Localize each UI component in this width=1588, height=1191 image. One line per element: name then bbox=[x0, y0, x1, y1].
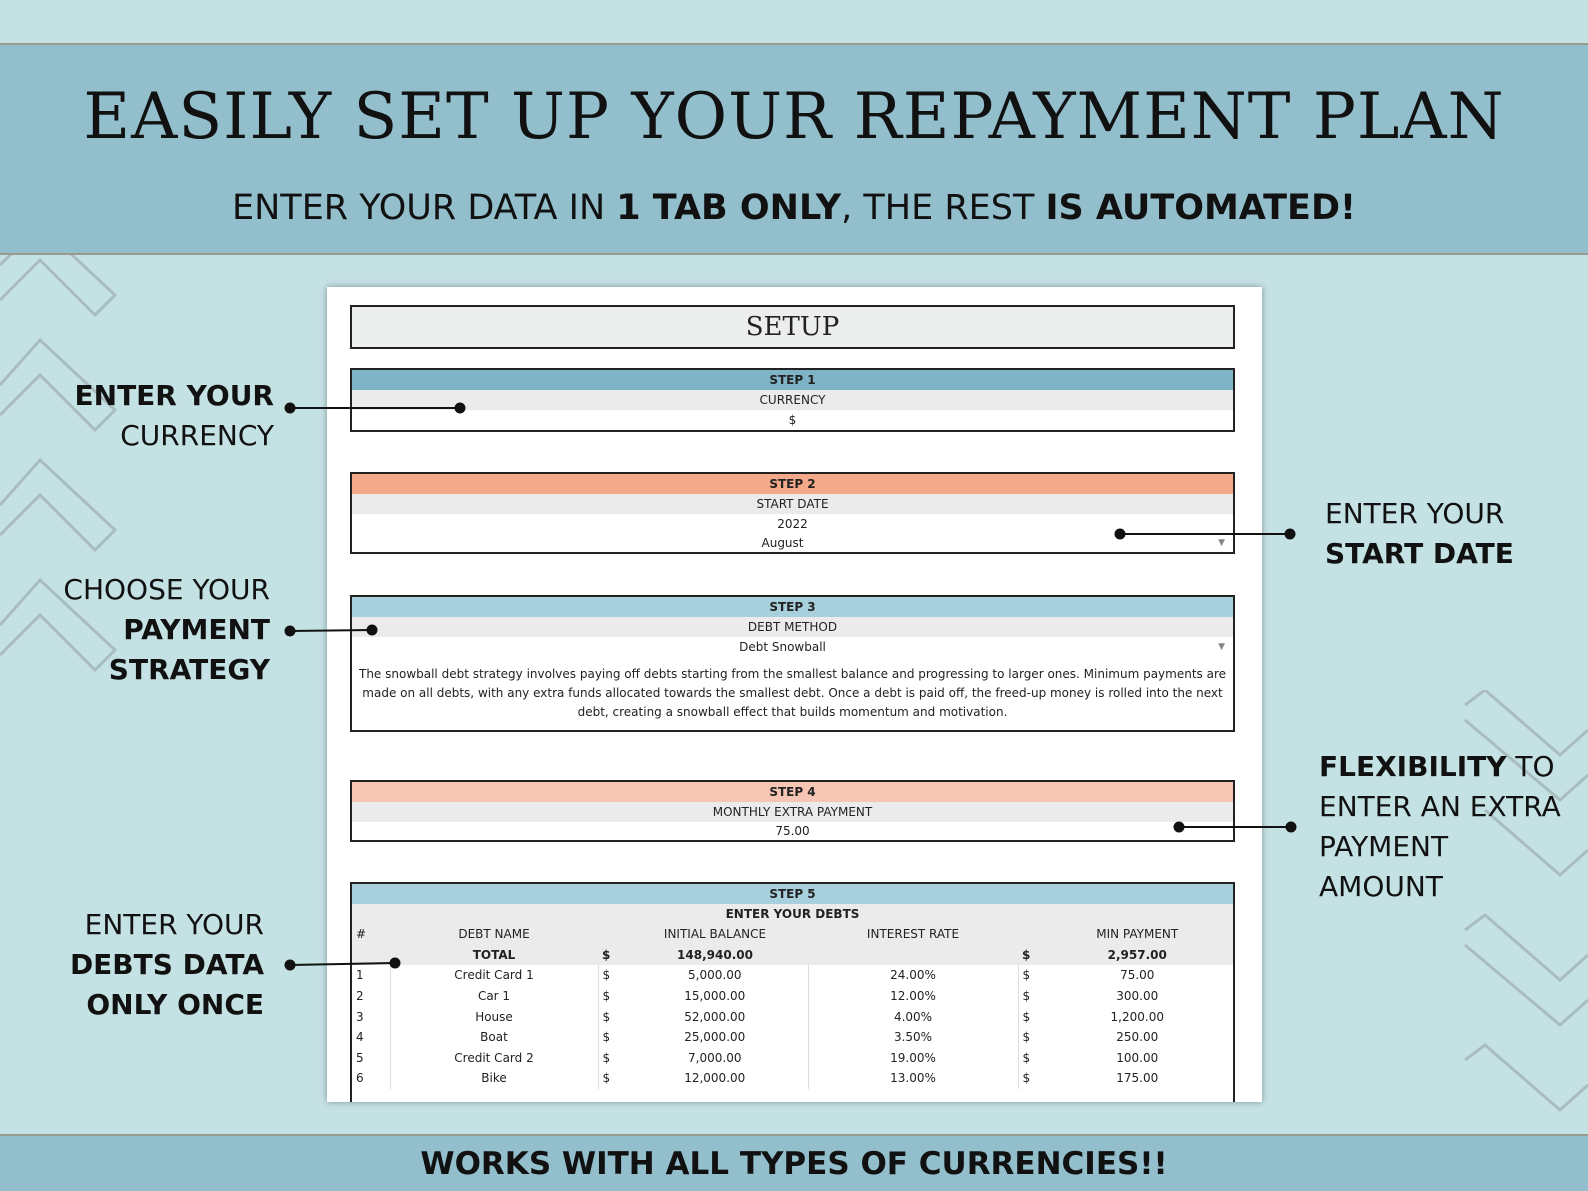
sheet-title: SETUP bbox=[350, 305, 1235, 349]
currency-cell: $ bbox=[602, 1050, 611, 1065]
page-title: EASILY SET UP YOUR REPAYMENT PLAN bbox=[83, 80, 1505, 154]
debt-method-label: DEBT METHOD bbox=[352, 617, 1233, 637]
annotation-line: PAYMENT bbox=[1319, 830, 1449, 863]
subtitle-part: , THE REST bbox=[841, 188, 1046, 228]
annotation-line: ENTER YOUR bbox=[74, 379, 274, 412]
annotation-line: STRATEGY bbox=[108, 653, 270, 686]
annotation-line: CURRENCY bbox=[120, 419, 274, 452]
step-1-header: STEP 1 bbox=[352, 370, 1233, 390]
col-header-min: MIN PAYMENT bbox=[1042, 924, 1233, 945]
col-header-num: # bbox=[352, 924, 390, 945]
balance-cell[interactable]: 15,000.00 bbox=[622, 986, 808, 1007]
start-date-label: START DATE bbox=[352, 494, 1233, 514]
row-num: 1 bbox=[352, 965, 390, 986]
extra-payment-input[interactable]: 75.00 bbox=[775, 824, 810, 838]
debt-name-cell[interactable]: Bike bbox=[390, 1068, 598, 1089]
step-3-header: STEP 3 bbox=[352, 597, 1233, 617]
balance-cell[interactable]: 25,000.00 bbox=[622, 1027, 808, 1048]
extra-payment-label: MONTHLY EXTRA PAYMENT bbox=[352, 802, 1233, 822]
step-2-header: STEP 2 bbox=[352, 474, 1233, 494]
currency-cell: $ bbox=[602, 1030, 611, 1045]
debt-name-cell[interactable]: Car 1 bbox=[390, 986, 598, 1007]
annotation-line: PAYMENT bbox=[123, 613, 270, 646]
debt-name-cell[interactable]: House bbox=[390, 1006, 598, 1027]
rate-cell[interactable]: 4.00% bbox=[808, 1006, 1018, 1027]
annotation-line: AMOUNT bbox=[1319, 870, 1443, 903]
footer-text: WORKS WITH ALL TYPES OF CURRENCIES!! bbox=[420, 1146, 1168, 1182]
debt-name-cell[interactable]: Credit Card 1 bbox=[390, 965, 598, 986]
min-payment-cell[interactable]: 100.00 bbox=[1116, 1050, 1159, 1065]
start-year-input[interactable]: 2022 bbox=[777, 517, 808, 531]
step-5-header: STEP 5 bbox=[352, 884, 1233, 904]
annotation-line: START DATE bbox=[1325, 537, 1514, 570]
total-min-currency: $ bbox=[1018, 945, 1042, 966]
balance-cell[interactable]: 5,000.00 bbox=[622, 965, 808, 986]
step-4-header: STEP 4 bbox=[352, 782, 1233, 802]
col-header-name: DEBT NAME bbox=[390, 924, 598, 945]
rate-cell[interactable]: 19.00% bbox=[808, 1048, 1018, 1069]
balance-cell[interactable]: 7,000.00 bbox=[622, 1048, 808, 1069]
annotation-line: ONLY ONCE bbox=[86, 988, 264, 1021]
currency-cell: $ bbox=[1022, 1071, 1031, 1086]
min-payment-cell[interactable]: 175.00 bbox=[1116, 1071, 1159, 1086]
debt-method-value: Debt Snowball bbox=[739, 640, 826, 654]
debt-name-cell[interactable]: Boat bbox=[390, 1027, 598, 1048]
currency-cell: $ bbox=[602, 968, 611, 983]
subtitle-bold: 1 TAB ONLY bbox=[616, 188, 842, 228]
currency-cell: $ bbox=[1022, 1030, 1031, 1045]
currency-cell: $ bbox=[602, 1071, 611, 1086]
currency-cell: $ bbox=[1022, 989, 1031, 1004]
col-header-balance: INITIAL BALANCE bbox=[622, 924, 808, 945]
total-label: TOTAL bbox=[390, 945, 598, 966]
subtitle-bold: IS AUTOMATED! bbox=[1045, 188, 1356, 228]
annotation-text: TO bbox=[1506, 750, 1555, 783]
row-num: 3 bbox=[352, 1006, 390, 1027]
currency-cell: $ bbox=[602, 1009, 611, 1024]
min-payment-cell[interactable]: 75.00 bbox=[1120, 968, 1155, 983]
annotation-line: ENTER YOUR bbox=[1325, 497, 1505, 530]
balance-cell[interactable]: 12,000.00 bbox=[622, 1068, 808, 1089]
currency-cell: $ bbox=[1022, 968, 1031, 983]
min-payment-cell[interactable]: 1,200.00 bbox=[1110, 1009, 1164, 1024]
total-min: 2,957.00 bbox=[1042, 945, 1233, 966]
currency-cell: $ bbox=[602, 989, 611, 1004]
annotation-bold: FLEXIBILITY bbox=[1319, 750, 1507, 783]
annotation-line: ENTER AN EXTRA bbox=[1319, 790, 1561, 823]
debt-method-description: The snowball debt strategy involves paying off debts starting from the smallest balance and progressing to larger ones. Minimum payments are made on all debts, with any extra funds allocated towards the smallest debt. Once a debt is paid off, the freed-up money is rolled into the next debt, creating a snowball effect that builds momentum and motivation. bbox=[358, 667, 1227, 719]
subtitle-part: ENTER YOUR DATA IN bbox=[232, 188, 617, 228]
row-num: 4 bbox=[352, 1027, 390, 1048]
annotation-line: CHOOSE YOUR bbox=[63, 573, 270, 606]
annotation-line: ENTER YOUR bbox=[84, 908, 264, 941]
rate-cell[interactable]: 12.00% bbox=[808, 986, 1018, 1007]
start-month-value: August bbox=[761, 536, 804, 550]
col-header-rate: INTEREST RATE bbox=[808, 924, 1018, 945]
currency-label: CURRENCY bbox=[352, 390, 1233, 410]
annotation-line: DEBTS DATA bbox=[69, 948, 264, 981]
min-payment-cell[interactable]: 300.00 bbox=[1116, 989, 1159, 1004]
currency-cell: $ bbox=[1022, 1050, 1031, 1065]
currency-input[interactable]: $ bbox=[788, 413, 797, 427]
currency-cell: $ bbox=[1022, 1009, 1031, 1024]
debt-name-cell[interactable]: Credit Card 2 bbox=[390, 1048, 598, 1069]
debts-subtitle: ENTER YOUR DEBTS bbox=[352, 904, 1233, 924]
total-balance: 148,940.00 bbox=[622, 945, 808, 966]
rate-cell[interactable]: 3.50% bbox=[808, 1027, 1018, 1048]
min-payment-cell[interactable]: 250.00 bbox=[1116, 1030, 1159, 1045]
balance-cell[interactable]: 52,000.00 bbox=[622, 1006, 808, 1027]
dropdown-arrow-icon[interactable]: ▼ bbox=[1218, 538, 1225, 548]
rate-cell[interactable]: 13.00% bbox=[808, 1068, 1018, 1089]
dropdown-arrow-icon[interactable]: ▼ bbox=[1218, 642, 1225, 652]
total-currency: $ bbox=[598, 945, 622, 966]
rate-cell[interactable]: 24.00% bbox=[808, 965, 1018, 986]
row-num: 2 bbox=[352, 986, 390, 1007]
row-num: 6 bbox=[352, 1068, 390, 1089]
row-num: 5 bbox=[352, 1048, 390, 1069]
